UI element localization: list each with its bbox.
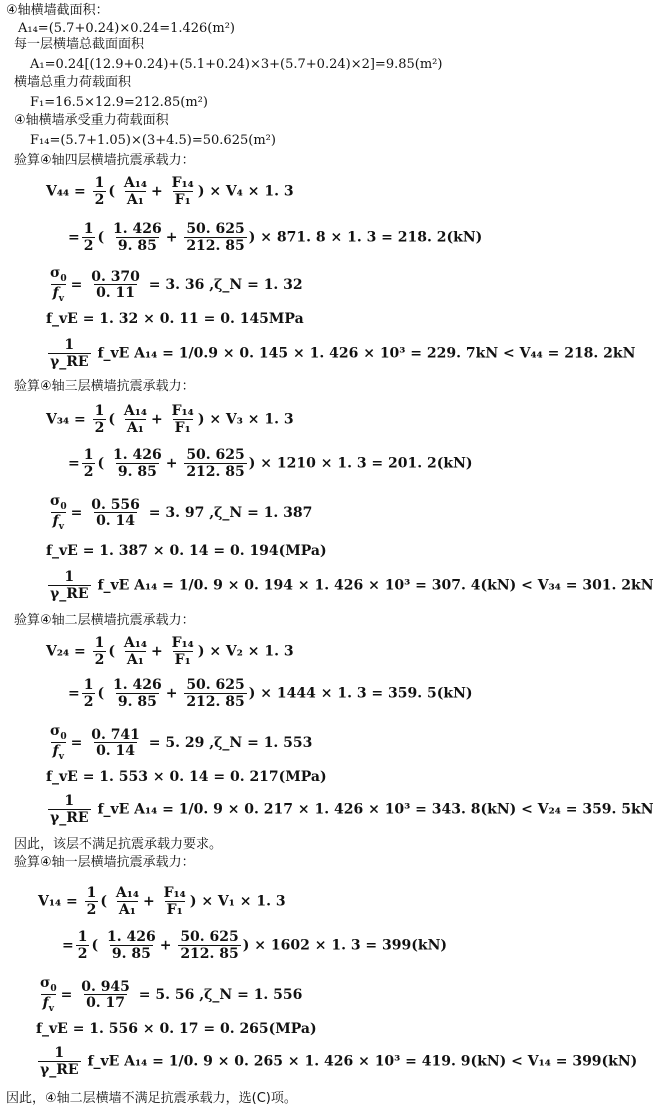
floor2-v-calc: = $\frac{1}{2}$ ( $\frac{1. 426}{9. 85}$ + $\frac{50. 625}{212. 85}$ ) × 1444 × 1. 3 = 359. 5(kN) (68, 677, 473, 710)
floor3-heading: 验算④轴三层横墙抗震承载力： (14, 379, 195, 394)
a1-formula: A₁=0.24[(12.9+0.24)+(5.1+0.24)×3+(5.7+0.24)×2]=9.85(m²) (30, 57, 443, 72)
floor1-fve: f_vE = 1. 556 × 0. 17 = 0. 265(MPa) (36, 1021, 317, 1037)
floor4-check: $\frac{1}{\gamma\_RE}$ f_vE A₁₄ = 1/0.9 × 0. 145 × 1. 426 × 10³ = 229. 7kN < V₄₄ = 218. 2kN (50, 337, 636, 370)
floor3-sigma-line: $\frac{\sigma_0}{f_v}$ = $\frac{0. 556}{0. 14}$ = 3. 97 ,ζ_N = 1. 387 (50, 493, 313, 533)
floor1-check: $\frac{1}{\gamma\_RE}$ f_vE A₁₄ = 1/0. 9 × 0. 265 × 1. 426 × 10³ = 419. 9(kN) < V₁₄ = 399(kN) (40, 1045, 638, 1078)
floor1-sigma-line: $\frac{\sigma_0}{f_v}$ = $\frac{0. 945}{0. 17}$ = 5. 56 ,ζ_N = 1. 556 (40, 975, 303, 1015)
floor2-v-line: V₂₄ = $\frac{1}{2}$ ( $\frac{\text{A₁₄}}{\text{A₁}}$ + $\frac{\text{F₁₄}}{\text{F₁}}$ ) × V₂ × 1. 3 (46, 635, 294, 668)
floor4-heading: 验算④轴四层横墙抗震承载力： (14, 153, 195, 168)
floor4-v-line: V₄₄ = $\frac{1}{2}$ ( $\frac{\text{A₁₄}}{\text{A₁}}$ + $\frac{\text{F₁₄}}{\text{F₁}}$ ) × V₄ × 1. 3 (46, 175, 294, 208)
floor3-fve: f_vE = 1. 387 × 0. 14 = 0. 194(MPa) (46, 543, 327, 559)
f1-formula: F₁=16.5×12.9=212.85(m²) (30, 95, 208, 110)
a14-formula: A₁₄=(5.7+0.24)×0.24=1.426(m²) (18, 21, 235, 36)
gravity-axis-title: ④轴横墙承受重力荷载面积 (14, 113, 169, 128)
floor2-conclusion: 因此，该层不满足抗震承载力要求。 (14, 837, 223, 852)
floor2-sigma-line: $\frac{\sigma_0}{f_v}$ = $\frac{0. 741}{0. 14}$ = 5. 29 ,ζ_N = 1. 553 (50, 723, 313, 763)
floor1-v-calc: = $\frac{1}{2}$ ( $\frac{1. 426}{9. 85}$ + $\frac{50. 625}{212. 85}$ ) × 1602 × 1. 3 = 399(kN) (62, 929, 448, 962)
floor2-check: $\frac{1}{\gamma\_RE}$ f_vE A₁₄ = 1/0. 9 × 0. 217 × 1. 426 × 10³ = 343. 8(kN) < V₂₄ = 359. 5kN (50, 793, 654, 826)
section-title-a14: ④轴横墙截面积： (6, 3, 109, 18)
per-floor-title: 每一层横墙总截面面积 (14, 37, 145, 52)
floor3-v-line: V₃₄ = $\frac{1}{2}$ ( $\frac{\text{A₁₄}}{\text{A₁}}$ + $\frac{\text{F₁₄}}{\text{F₁}}$ ) × V₃ × 1. 3 (46, 403, 294, 436)
floor2-fve: f_vE = 1. 553 × 0. 14 = 0. 217(MPa) (46, 769, 327, 785)
floor4-v-calc: = $\frac{1}{2}$ ( $\frac{1. 426}{9. 85}$ + $\frac{50. 625}{212. 85}$ ) × 871. 8 × 1. 3 = 218. 2(kN) (68, 221, 483, 254)
floor3-check: $\frac{1}{\gamma\_RE}$ f_vE A₁₄ = 1/0. 9 × 0. 194 × 1. 426 × 10³ = 307. 4(kN) < V₃₄ = 301. 2kN (50, 569, 654, 602)
floor2-heading: 验算④轴二层横墙抗震承载力： (14, 613, 195, 628)
final-conclusion: 因此，④轴二层横墙不满足抗震承载力，选(C)项。 (6, 1091, 297, 1106)
floor3-v-calc: = $\frac{1}{2}$ ( $\frac{1. 426}{9. 85}$ + $\frac{50. 625}{212. 85}$ ) × 1210 × 1. 3 = 201. 2(kN) (68, 447, 473, 480)
floor1-v-line: V₁₄ = $\frac{1}{2}$ ( $\frac{\text{A₁₄}}{\text{A₁}}$ + $\frac{\text{F₁₄}}{\text{F₁}}$ ) × V₁ × 1. 3 (38, 885, 286, 918)
floor4-sigma-line: $\frac{\sigma_0}{f_v}$ = $\frac{0. 370}{0. 11}$ = 3. 36 ,ζ_N = 1. 32 (50, 265, 303, 305)
floor1-heading: 验算④轴一层横墙抗震承载力： (14, 855, 195, 870)
f14-formula: F₁₄=(5.7+1.05)×(3+4.5)=50.625(m²) (30, 133, 276, 148)
gravity-total-title: 横墙总重力荷载面积 (14, 75, 132, 90)
floor4-fve: f_vE = 1. 32 × 0. 11 = 0. 145MPa (46, 311, 304, 327)
